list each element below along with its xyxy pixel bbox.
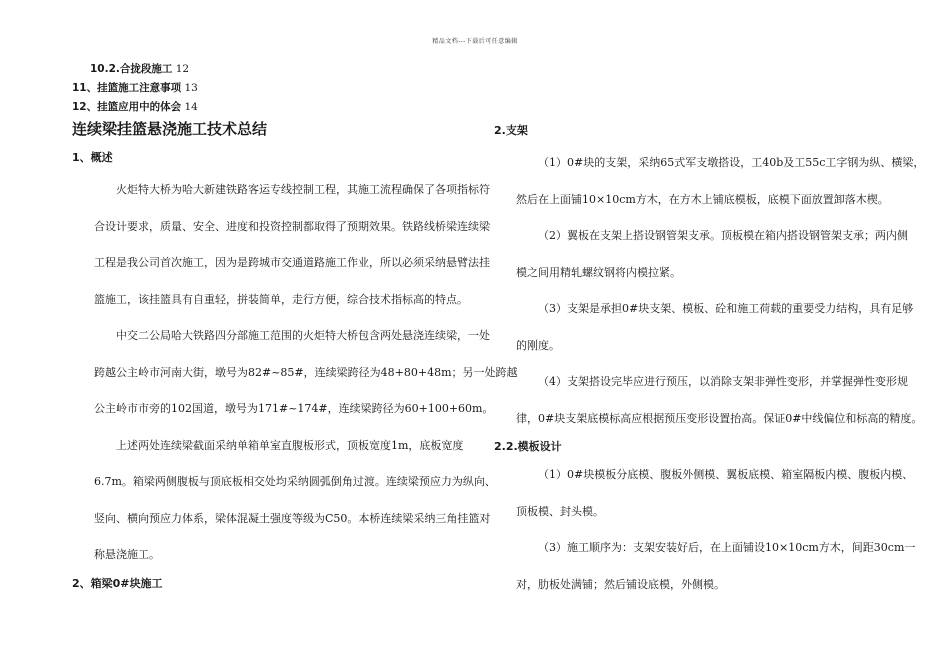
text-line: 称悬浇施工。: [94, 548, 160, 561]
text-line: （1）0#块的支架，采纳65式军支墩搭设，工40b及工55c工字钢为纵、横梁，: [538, 156, 925, 169]
table-of-contents: [72, 60, 198, 117]
toc-item-page: 14: [184, 101, 198, 113]
text-line: （3）支架是承担0#块支架、模板、砼和施工荷载的重要受力结构，具有足够: [538, 302, 914, 315]
section-heading-box-girder: 2、箱梁0#块施工: [72, 576, 163, 590]
text-line: 火炬特大桥为哈大新建铁路客运专线控制工程，其施工流程确保了各项指标符: [116, 183, 490, 196]
toc-item[interactable]: [72, 79, 198, 98]
text-line: 然后在上面铺10×10cm方木，在方木上铺底模板，底模下面放置卸落木楔。: [516, 192, 889, 206]
paragraph-support-3: [494, 291, 914, 364]
text-line: 律，0#块支架底模标高应根据预压变形设置抬高。保证0#中线偏位和标高的精度。: [516, 411, 923, 425]
toc-item[interactable]: [72, 98, 198, 117]
toc-item-label: 10.2.合拢段施工: [90, 63, 173, 75]
toc-item-page: 13: [184, 82, 198, 94]
paragraph-formwork-2: [494, 530, 916, 603]
text-line: 公主岭市市旁的102国道，墩号为171#~174#，连续梁跨径为60+100+60m。: [94, 402, 494, 415]
text-line: 中交二公局哈大铁路四分部施工范围的火炬特大桥包含两处悬浇连续梁，一处: [116, 329, 490, 342]
text-line: （4）支架搭设完毕应进行预压，以消除支架非弹性变形，并掌握弹性变形规: [538, 375, 908, 388]
section-heading-overview: 1、概述: [72, 151, 113, 164]
text-line: 工程是我公司首次施工，因为是跨城市交通道路施工作业，所以必须采纳悬臂法挂: [94, 256, 490, 269]
text-line: 对，肋板处满铺；然后铺设底模，外侧模。: [516, 577, 725, 591]
document-title: 连续梁挂篮悬浇施工技术总结: [72, 120, 268, 138]
paragraph-overview-2: [72, 318, 518, 428]
text-line: （3）施工顺序为：支架安装好后，在上面铺设10×10cm方木，间距30cm一: [538, 541, 916, 554]
text-line: 合设计要求，质量、安全、进度和投资控制都取得了预期效果。铁路线桥梁连续梁: [94, 219, 490, 233]
text-line: （2）翼板在支架上搭设钢管架支承。顶板模在箱内搭设钢管架支承；两内侧: [538, 229, 908, 242]
text-line: 跨越公主岭市河南大街，墩号为82#~85#，连续梁跨径为48+80+48m；另一处跨越: [94, 365, 518, 379]
text-line: 的刚度。: [516, 338, 560, 352]
text-line: 竖向、横向预应力体系，梁体混凝土强度等级为C50。本桥连续梁采纳三角挂篮对: [94, 511, 491, 525]
paragraph-formwork-1: [494, 457, 914, 530]
text-line: （1）0#块模板分底模、腹板外侧模、翼板底模、箱室隔板内模、腹板内模、: [538, 468, 914, 481]
toc-item[interactable]: [72, 60, 198, 79]
text-line: 篮施工，该挂篮具有自重轻，拼装简单，走行方便，综合技术指标高的特点。: [94, 292, 468, 306]
toc-item-label: 12、挂篮应用中的体会: [72, 101, 182, 113]
right-column: [494, 118, 925, 603]
paragraph-support-1: [494, 145, 925, 218]
toc-item-page: 12: [175, 63, 190, 75]
toc-item-label: 11、挂篮施工注意事项: [72, 82, 182, 94]
text-line: 顶板模、封头模。: [516, 504, 604, 518]
text-line: 6.7m。箱梁两侧腹板与顶底板相交处均采纳圆弧倒角过渡。连续梁预应力为纵向、: [94, 475, 496, 488]
paragraph-support-2: [494, 218, 908, 291]
text-line: 模之间用精轧螺纹钢将内模拉紧。: [516, 265, 681, 279]
paragraph-overview-3: [72, 428, 496, 574]
section-heading-formwork: 2.2.模板设计: [494, 440, 562, 453]
paragraph-support-4: [494, 364, 923, 437]
paragraph-overview-1: [72, 172, 490, 318]
text-line: 上述两处连续梁截面采纳单箱单室直腹板形式，顶板宽度1m，底板宽度: [116, 438, 464, 452]
section-heading-support: 2.支架: [494, 124, 528, 137]
page-header-note: 精品文档---下载后可任意编辑: [432, 38, 518, 45]
